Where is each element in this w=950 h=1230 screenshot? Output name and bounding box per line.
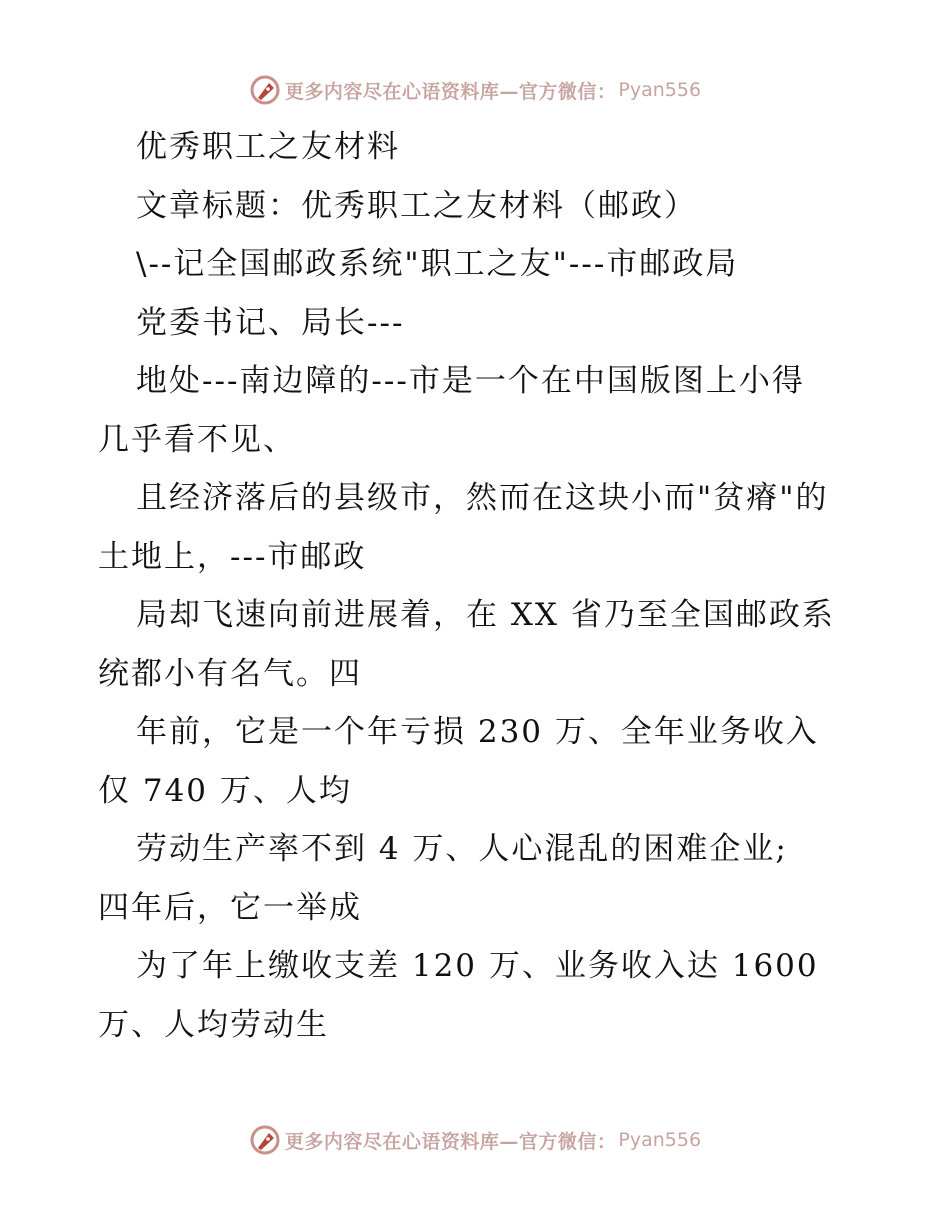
watermark-text: 更多内容尽在心语资料库—官方微信： — [284, 1130, 617, 1153]
paragraph-line: 土地上，---市邮政 — [98, 538, 367, 575]
paragraph-line: 劳动生产率不到 4 万、人心混乱的困难企业; — [136, 831, 788, 867]
footer-watermark — [0, 1120, 950, 1160]
paragraph-line: 四年后，它一举成 — [98, 889, 362, 926]
watermark-contact: Pyan556 — [618, 1129, 702, 1151]
paragraph-line: 万、人均劳动生 — [98, 1006, 329, 1043]
paragraph-line: 为了年上缴收支差 120 万、业务收入达 1600 — [136, 948, 819, 984]
paragraph-line: 统都小有名气。四 — [98, 655, 362, 692]
article-title-line: 文章标题：优秀职工之友材料（邮政） — [136, 187, 697, 224]
document-title: 优秀职工之友材料 — [136, 129, 400, 165]
watermark-contact: Pyan556 — [618, 79, 702, 101]
header-watermark — [0, 70, 950, 110]
pen-nib-circle-icon — [249, 1124, 281, 1156]
subtitle-line: 党委书记、局长--- — [136, 304, 405, 341]
paragraph-line: 局却飞速向前进展着，在 XX 省乃至全国邮政系 — [136, 597, 835, 633]
document-body — [98, 118, 858, 1054]
pen-nib-circle-icon — [249, 74, 281, 106]
paragraph-line: 地处---南边障的---市是一个在中国版图上小得 — [136, 363, 805, 399]
watermark-text: 更多内容尽在心语资料库—官方微信： — [284, 80, 617, 103]
paragraph-line: 且经济落后的县级市，然而在这块小而"贫瘠"的 — [136, 480, 829, 516]
paragraph-line: 年前，它是一个年亏损 230 万、全年业务收入 — [136, 714, 819, 750]
paragraph-line: 仅 740 万、人均 — [98, 772, 352, 809]
subtitle-line: \--记全国邮政系统"职工之友"---市邮政局 — [136, 246, 739, 282]
paragraph-line: 几乎看不见、 — [98, 421, 296, 458]
